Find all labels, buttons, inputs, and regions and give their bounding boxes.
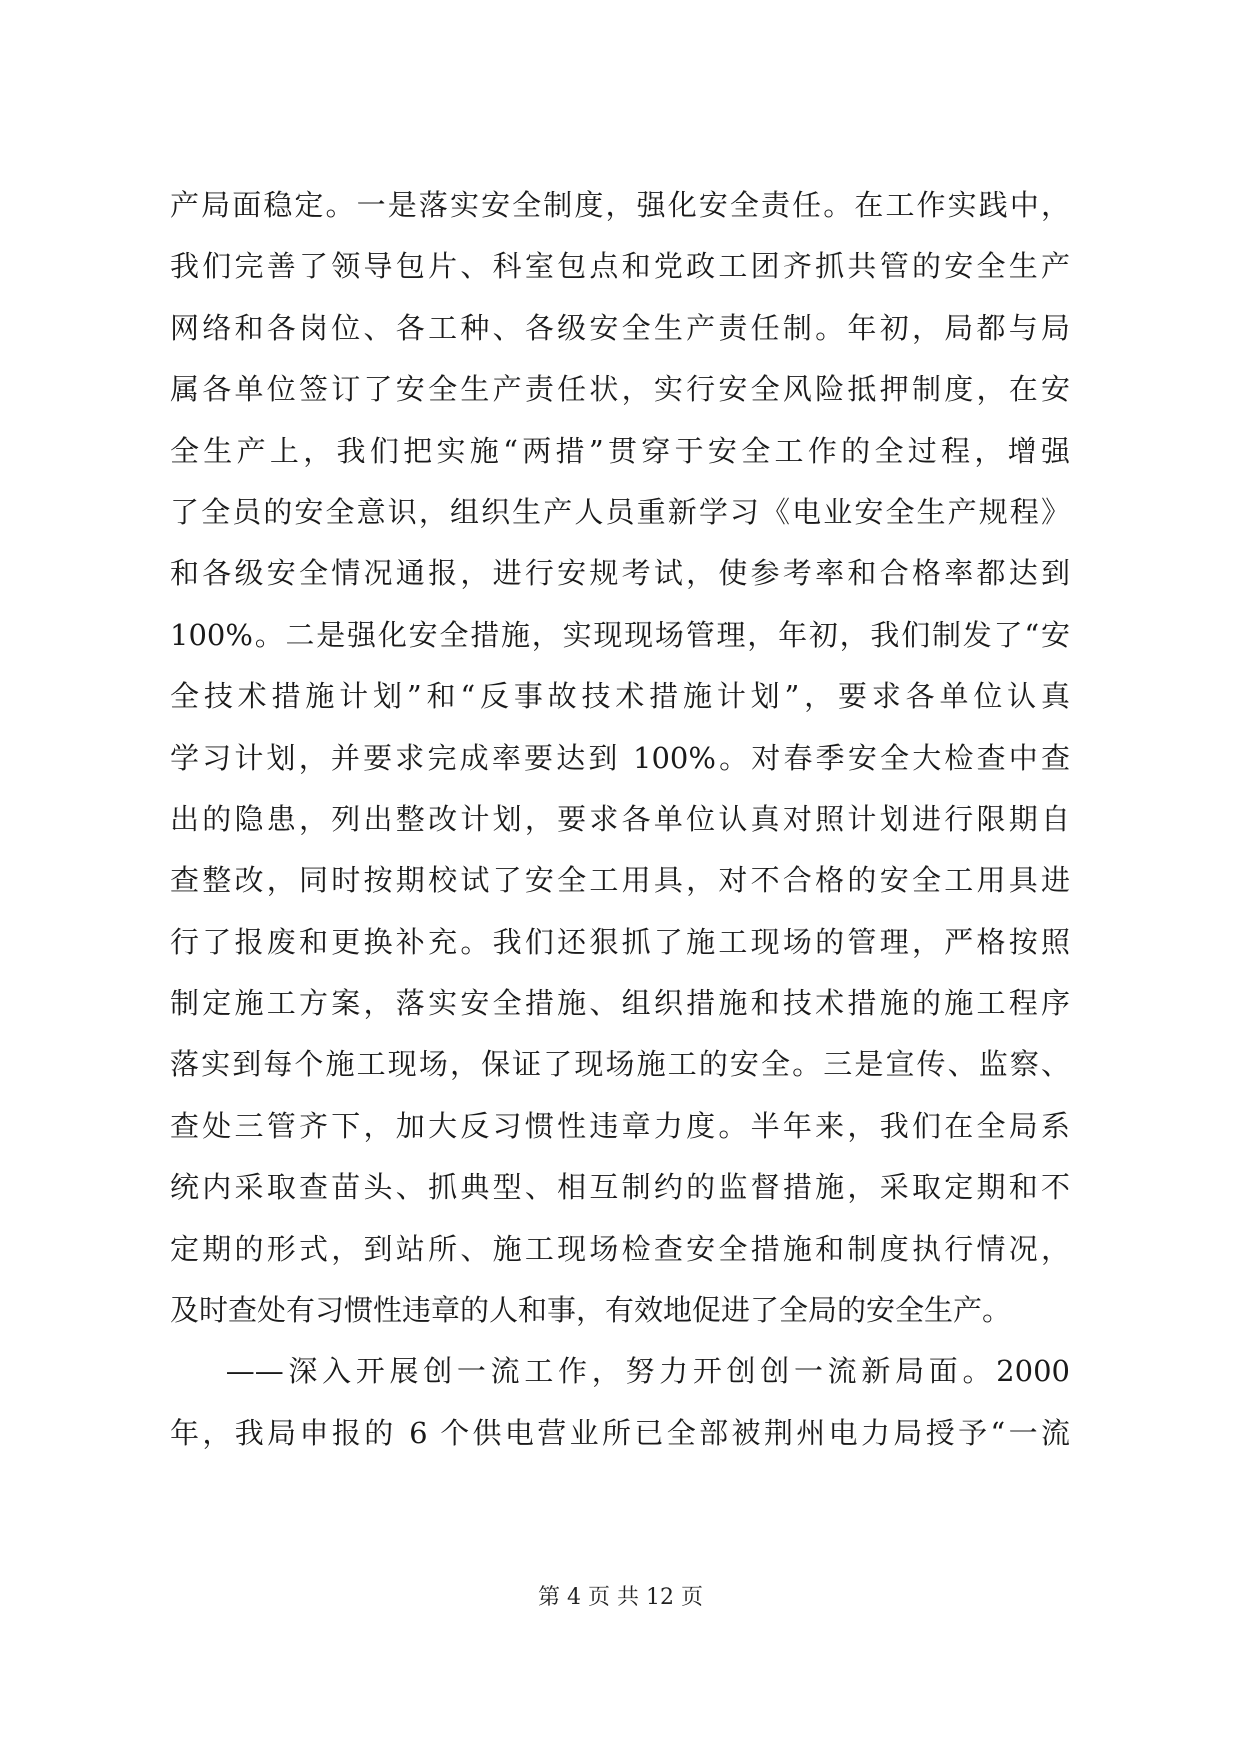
text-line: ——深入开展创一流工作，努力开创创一流新局面。2000 xyxy=(170,1354,1070,1389)
text-line: 年，我局申报的 6 个供电营业所已全部被荆州电力局授予“一流 xyxy=(170,1415,1070,1450)
text-line: 属各单位签订了安全生产责任状，实行安全风险抵押制度，在安 xyxy=(170,372,1070,407)
text-line: 了全员的安全意识，组织生产人员重新学习《电业安全生产规程》 xyxy=(170,494,1070,529)
text-line: 落实到每个施工现场，保证了现场施工的安全。三是宣传、监察、 xyxy=(170,1047,1070,1082)
text-line: 查处三管齐下，加大反习惯性违章力度。半年来，我们在全局系 xyxy=(170,1108,1070,1143)
text-line: 产局面稳定。一是落实安全制度，强化安全责任。在工作实践中， xyxy=(170,188,1070,222)
text-line: 全技术措施计划”和“反事故技术措施计划”，要求各单位认真 xyxy=(170,679,1070,714)
text-line: 网络和各岗位、各工种、各级安全生产责任制。年初，局都与局 xyxy=(170,310,1070,345)
text-line: 查整改，同时按期校试了安全工用具，对不合格的安全工用具进 xyxy=(170,863,1070,898)
text-line: 100%。二是强化安全措施，实现现场管理，年初，我们制发了“安 xyxy=(170,617,1070,652)
text-line: 统内采取查苗头、抓典型、相互制约的监督措施，采取定期和不 xyxy=(170,1170,1070,1205)
text-line: 行了报废和更换补充。我们还狠抓了施工现场的管理，严格按照 xyxy=(170,924,1070,959)
page-number-footer: 第 4 页 共 12 页 xyxy=(538,1585,703,1610)
text-line: 定期的形式，到站所、施工现场检查安全措施和制度执行情况， xyxy=(170,1231,1070,1266)
text-line: 我们完善了领导包片、科室包点和党政工团齐抓共管的安全生产 xyxy=(170,249,1070,284)
body-text xyxy=(170,175,1070,1464)
text-line: 及时查处有习惯性违章的人和事，有效地促进了全局的安全生产。 xyxy=(170,1293,1012,1328)
text-line: 全生产上，我们把实施“两措”贯穿于安全工作的全过程，增强 xyxy=(170,433,1070,468)
text-line: 制定施工方案，落实安全措施、组织措施和技术措施的施工程序 xyxy=(170,986,1070,1021)
text-line: 学习计划，并要求完成率要达到 100%。对春季安全大检查中查 xyxy=(170,740,1070,775)
text-line: 和各级安全情况通报，进行安规考试，使参考率和合格率都达到 xyxy=(170,556,1070,591)
text-line: 出的隐患，列出整改计划，要求各单位认真对照计划进行限期自 xyxy=(170,801,1070,836)
